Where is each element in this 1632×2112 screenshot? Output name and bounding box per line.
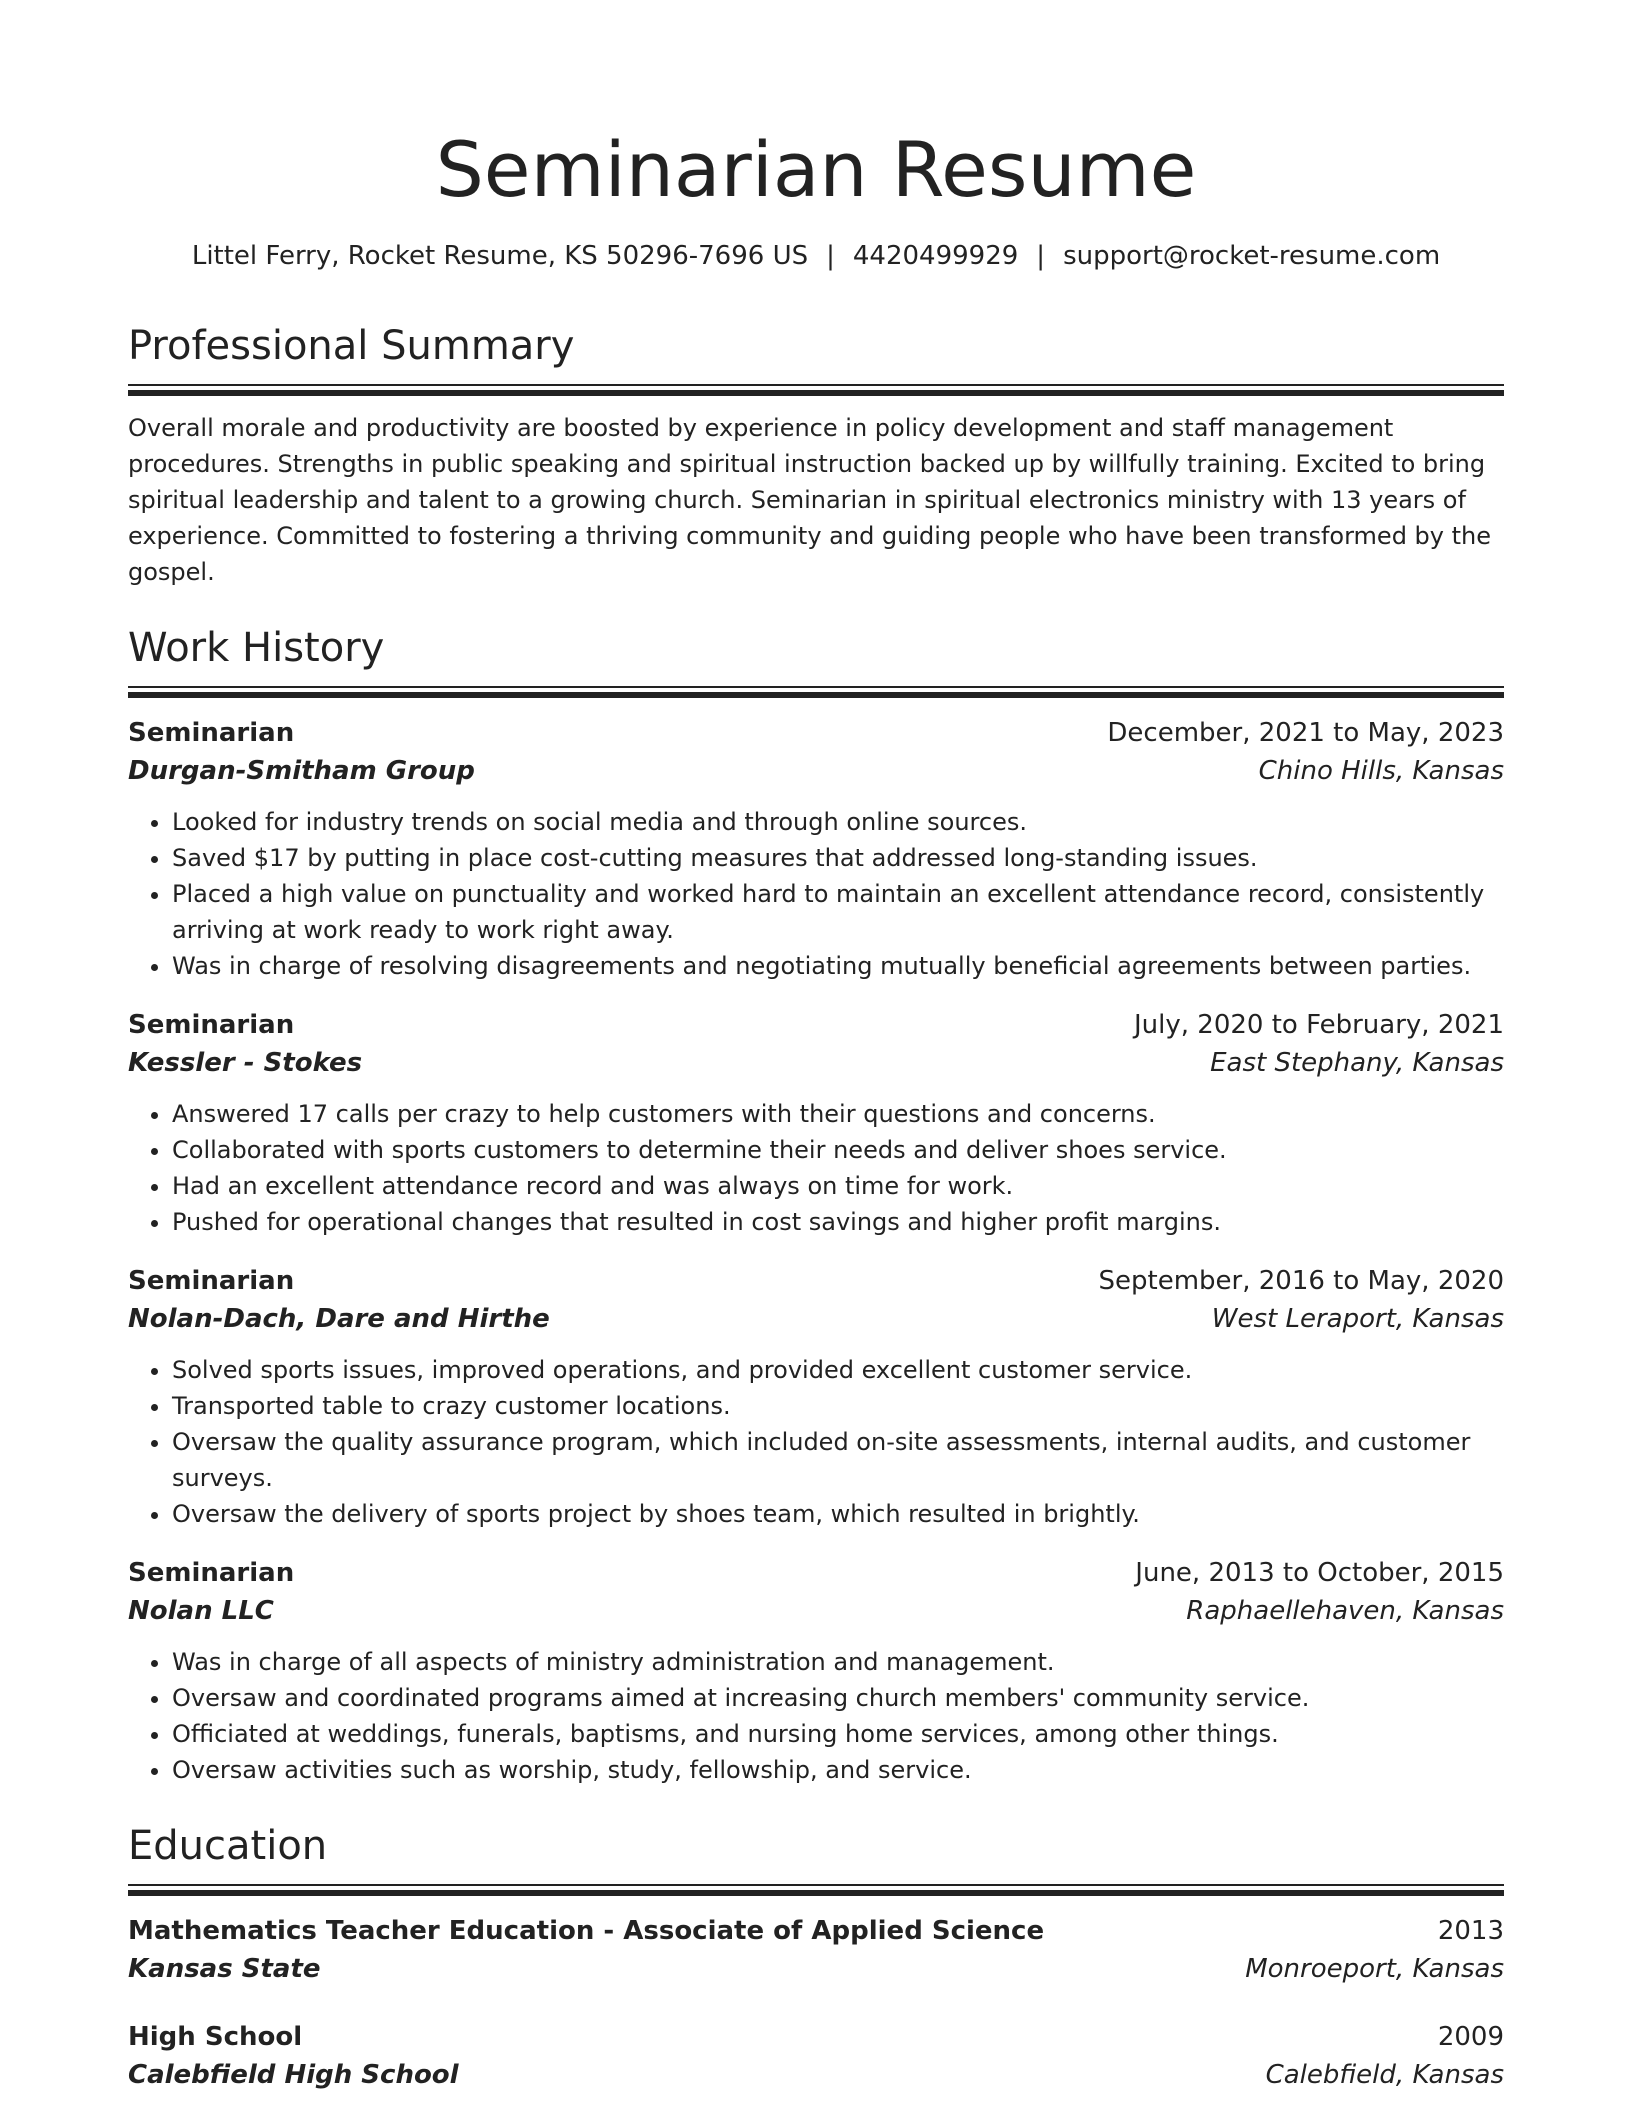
job-title: Seminarian (128, 1010, 295, 1040)
job-duties (128, 1352, 1504, 1532)
job-company: Nolan LLC (128, 1596, 274, 1626)
education-degree: High School (128, 2022, 303, 2052)
education-location: Calebfield, Kansas (1265, 2060, 1504, 2090)
summary-heading: Professional Summary (128, 323, 575, 369)
job-title: Seminarian (128, 718, 295, 748)
job-entry (128, 1554, 1504, 1788)
work-history-section (128, 620, 1504, 1788)
section-divider (128, 1884, 1504, 1896)
job-duty: • Oversaw the quality assurance program, which included on-site assessments, internal audits, and customer surveys. (172, 1424, 1504, 1496)
job-duties (128, 804, 1504, 984)
job-dates: September, 2016 to May, 2020 (1098, 1266, 1504, 1296)
page-title: Seminarian Resume (435, 125, 1197, 214)
job-entry (128, 1262, 1504, 1532)
job-location: Raphaellehaven, Kansas (1186, 1596, 1504, 1626)
section-divider (128, 384, 1504, 396)
education-year: 2009 (1437, 2022, 1504, 2052)
job-duty: • Collaborated with sports customers to determine their needs and deliver shoes service. (172, 1132, 1504, 1168)
job-entry (128, 714, 1504, 984)
job-duty: • Had an excellent attendance record and was always on time for work. (172, 1168, 1504, 1204)
job-company: Durgan-Smitham Group (128, 756, 475, 786)
job-duty: • Oversaw the delivery of sports project by shoes team, which resulted in brightly. (172, 1496, 1504, 1532)
job-dates: June, 2013 to October, 2015 (1135, 1558, 1504, 1588)
job-duties (128, 1644, 1504, 1788)
job-company: Kessler - Stokes (128, 1048, 363, 1078)
job-title: Seminarian (128, 1266, 295, 1296)
job-duty: • Placed a high value on punctuality and worked hard to maintain an excellent attendance record, consistently arriving at work ready to work right away. (172, 876, 1504, 948)
job-duty: • Was in charge of all aspects of ministry administration and management. (172, 1644, 1504, 1680)
contact-phone: 4420499929 (852, 241, 1019, 271)
job-duty: • Saved $17 by putting in place cost-cutting measures that addressed long-standing issues. (172, 840, 1504, 876)
work-history-heading: Work History (128, 625, 385, 671)
job-duty: • Oversaw activities such as worship, study, fellowship, and service. (172, 1752, 1504, 1788)
summary-section (128, 318, 1504, 590)
education-section (128, 1818, 1504, 2094)
section-divider (128, 686, 1504, 698)
job-duty: • Solved sports issues, improved operations, and provided excellent customer service. (172, 1352, 1504, 1388)
job-duty: • Officiated at weddings, funerals, baptisms, and nursing home services, among other things. (172, 1716, 1504, 1752)
job-duties (128, 1096, 1504, 1240)
education-year: 2013 (1437, 1916, 1504, 1946)
job-duty: • Transported table to crazy customer locations. (172, 1388, 1504, 1424)
contact-line (128, 238, 1504, 274)
job-location: Chino Hills, Kansas (1258, 756, 1504, 786)
contact-email: support@rocket-resume.com (1063, 241, 1441, 271)
job-dates: December, 2021 to May, 2023 (1107, 718, 1504, 748)
job-company: Nolan-Dach, Dare and Hirthe (128, 1304, 550, 1334)
summary-text: Overall morale and productivity are boosted by experience in policy development and staff management procedures. Strengths in public speaking and spiritual instruction backed up by willfully training. Excited to bring spiritual leadership and talent to a growing church. Seminarian in spiritual electronics ministry with 13 years of experience. Committed to fostering a thriving community and guiding people who have been transformed by the gospel. (128, 414, 1492, 586)
job-duty: • Oversaw and coordinated programs aimed at increasing church members' community service. (172, 1680, 1504, 1716)
contact-address: Littel Ferry, Rocket Resume, KS 50296-7696 US (191, 241, 809, 271)
education-degree: Mathematics Teacher Education - Associate of Applied Science (128, 1916, 1045, 1946)
education-school: Calebfield High School (128, 2060, 459, 2090)
education-entry (128, 1912, 1504, 1988)
job-duty: • Looked for industry trends on social media and through online sources. (172, 804, 1504, 840)
contact-separator: | (1036, 241, 1046, 271)
job-duty: • Was in charge of resolving disagreements and negotiating mutually beneficial agreements between parties. (172, 948, 1504, 984)
education-location: Monroeport, Kansas (1245, 1954, 1504, 1984)
education-heading: Education (128, 1823, 328, 1869)
job-dates: July, 2020 to February, 2021 (1134, 1010, 1504, 1040)
job-duty: • Answered 17 calls per crazy to help customers with their questions and concerns. (172, 1096, 1504, 1132)
job-entry (128, 1006, 1504, 1240)
education-school: Kansas State (128, 1954, 321, 1984)
job-location: East Stephany, Kansas (1210, 1048, 1504, 1078)
job-duty: • Pushed for operational changes that resulted in cost savings and higher profit margins. (172, 1204, 1504, 1240)
education-entry (128, 2018, 1504, 2094)
job-title: Seminarian (128, 1558, 295, 1588)
contact-separator: | (826, 241, 835, 271)
job-location: West Leraport, Kansas (1211, 1304, 1504, 1334)
